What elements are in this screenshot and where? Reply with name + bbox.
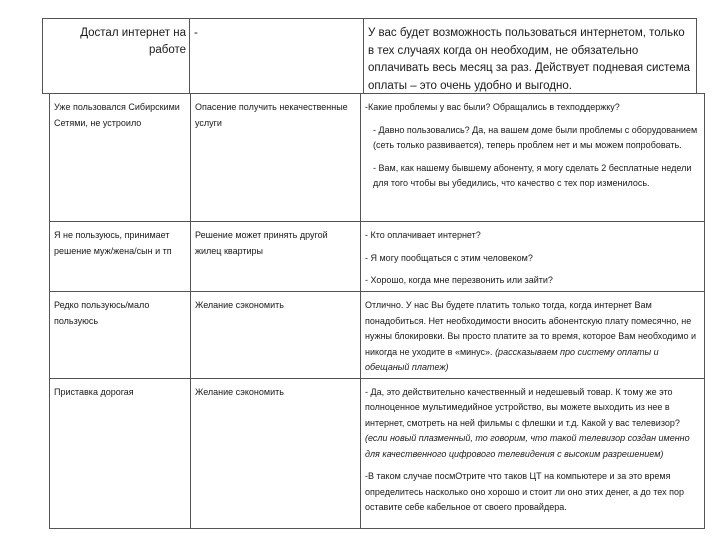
answer-line: -Какие проблемы у вас были? Обращались в техподдержку? <box>365 102 620 112</box>
table-row <box>50 94 705 222</box>
objection-cell: Я не пользуюсь, принимает решение муж/жена/сын и тп <box>50 222 191 292</box>
answer-line: - Я могу пообщаться с этим человеком? <box>365 252 533 263</box>
answer-text: Отлично. У нас Вы будете платить только тогда, когда интернет Вам понадобиться. Нет необходимости вносить абонентскую плату помесячно, не нужны блокировки. Вы просто платите за то время, которое Вам необходимо и никогда не уходите в «минус». <box>365 300 696 357</box>
objections-table <box>49 93 705 529</box>
reason-cell: Желание сэкономить <box>191 378 361 528</box>
header-answer-text: У вас будет возможность пользоваться интернетом, только в тех случаях когда он необходим, не обязательно оплачивать весь месяц за раз. Действует подневая система оплаты – это очень удобно и выгодно. <box>368 27 690 92</box>
header-row <box>42 18 697 94</box>
answer-note: (если новый плазменный, то говорим, что такой телевизор создан именно для качественного цифрового телевидения с высоким разрешением) <box>365 433 690 459</box>
answer-line: - Вам, как нашему бывшему абоненту, я могу сделать 2 бесплатные недели для того чтобы вы убедились, что качество с тех пор изменилось. <box>373 162 692 188</box>
answer-line: - Хорошо, когда мне перезвонить или зайти? <box>365 275 553 285</box>
answer-line: - Кто оплачивает интернет? <box>365 230 481 240</box>
reason-cell: Опасение получить некачественные услуги <box>191 94 361 222</box>
header-cell-objection <box>43 19 188 93</box>
table-row <box>50 292 705 379</box>
answer-note: (рассказываем про систему оплаты и обещаный платеж) <box>365 346 659 372</box>
objection-cell: Приставка дорогая <box>50 378 191 528</box>
header-objection-text: Достал интернет на работе <box>80 27 186 56</box>
answer-cell <box>361 378 705 528</box>
reason-cell: Желание сэкономить <box>191 292 361 379</box>
header-reason-text: - <box>194 27 198 39</box>
answer-line: - Давно пользовались? Да, на вашем доме были проблемы с оборудованием (сеть только развивается), теперь проблем нет и мы можем попробовать. <box>373 124 698 150</box>
objection-cell: Уже пользовался Сибирскими Сетями, не устроило <box>50 94 191 222</box>
objection-cell: Редко пользуюсь/мало пользуюсь <box>50 292 191 379</box>
table-row <box>50 378 705 528</box>
table-row <box>50 222 705 292</box>
answer-line: -В таком случае посмОтрите что таков ЦТ на компьютере и за это время определитесь насколько оно хорошо и стоит ли оно этих денег, а до тех пор оставите себе кабельное от своего провайдера. <box>365 471 684 512</box>
header-cell-answer <box>363 19 697 93</box>
answer-cell <box>361 94 705 222</box>
answer-cell <box>361 222 705 292</box>
header-cell-reason <box>189 19 364 93</box>
answer-text: - Да, это действительно качественный и недешевый товар. К тому же это полноценное мультимедийное устройство, вы можете выходить из нее в интернет, смотреть на ней фильмы с флешки и т.д. Какой у вас телевизор? <box>365 386 680 428</box>
answer-cell <box>361 292 705 379</box>
reason-cell: Решение может принять другой жилец квартиры <box>191 222 361 292</box>
